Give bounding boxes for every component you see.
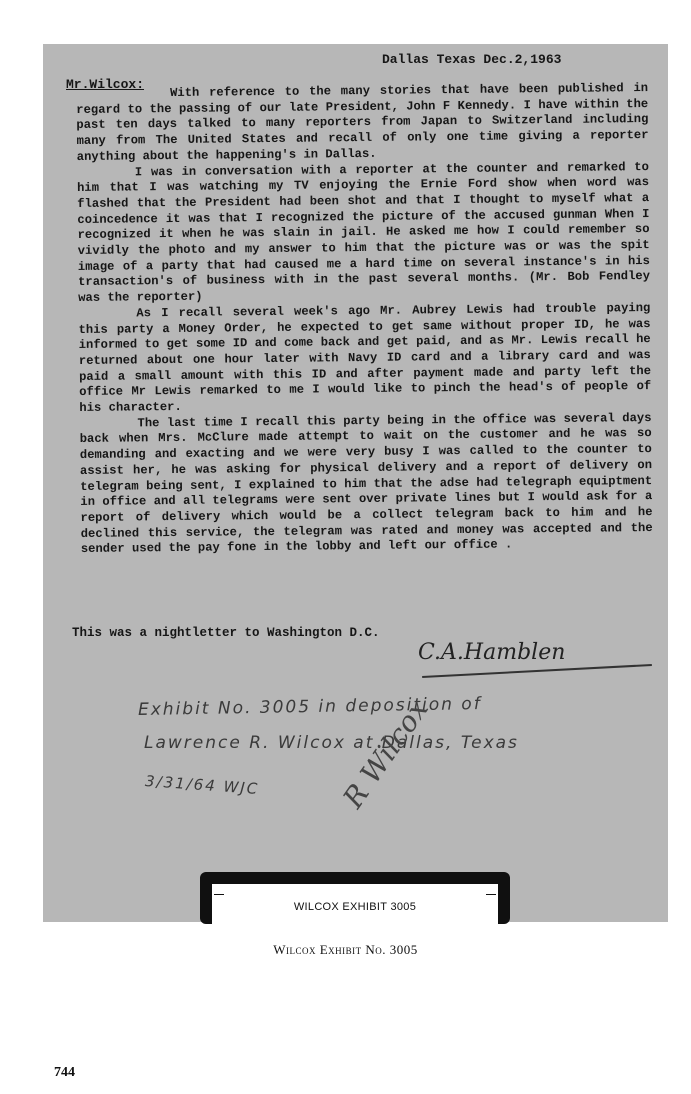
letter-paragraph-3: As I recall several week's ago Mr. Aubrey Lewis had trouble paying this party a Money Order, he expected to get same without proper ID, he was informed to get some ID and come back and get paid, and as Mr. Lewis recall he returned about one hour later with Navy ID card and a library card and was paid a small amount with this ID and after payment made and party left the office Mr Lewis remarked to me I would like to pinch the head's of people of his character. [78,300,652,416]
exhibit-label-dash-right [486,894,496,895]
letter-paragraph-4: The last time I recall this party being in the office was several days back when Mrs. McClure made attempt to wait on the customer and he was so demanding and exacting and we were very busy I was called to the counter to assist her, he was asking for physical delivery and a report of delivery on telegram being sent, I explained to him that the adse had telegraph equiptment in office and all telegrams were sent over private lines but I would ask for a report of delivery which would be a collect telegram back to him and he declined this service, the telegram was rated and money was accepted and the sender used the pay fone in the lobby and left our office . [79,410,653,557]
exhibit-label-dash-left [214,894,224,895]
handwritten-exhibit-note-line-1: Exhibit No. 3005 in deposition of [137,694,482,720]
page-caption: Wilcox Exhibit No. 3005 [273,942,418,957]
letter-paragraph-1: With reference to the many stories that have been published in regard to the passing of our late President, John F Kennedy. I have within the past ten days talked to many reporters from Japan to Switzerland including many from The United States and recall of only one time giving a reporter anything about the happening's in Dallas. [76,81,649,164]
letter-salutation: Mr.Wilcox: [66,77,145,92]
handwritten-signature-scribble: R Wilcox [336,693,435,814]
handwritten-date-initials: 3/31/64 WJC [144,772,260,798]
signature [418,640,658,674]
page-number: 744 [54,1065,75,1080]
letter-paragraph-2: I was in conversation with a reporter at the counter and remarked to him that I was watching my TV enjoying the Ernie Ford show when word was flashed that the President had been shot and that I thought to myself what a coincedence it was that I recognized the picture of the accused gunman When I recognized it when he was slain in jail. He asked me how I could remember so vividly the photo and my answer to him that the picture was or was the spit image of a party that had caused me a hard time on several instance's in his transaction's of business with in the past several months. (Mr. Bob Fendley was the reporter) [76,159,651,306]
handwritten-exhibit-note-line-2: Lawrence R. Wilcox at Dallas, Texas [144,733,519,753]
letter-dateline: Dallas Texas Dec.2,1963 [382,52,562,67]
exhibit-label-text: WILCOX EXHIBIT 3005 [293,901,417,913]
letter-body [76,81,653,558]
signature-text: C.A.Hamblen [418,640,566,665]
exhibit-label [212,884,498,924]
letter-nightletter-note: This was a nightletter to Washington D.C. [72,626,380,640]
